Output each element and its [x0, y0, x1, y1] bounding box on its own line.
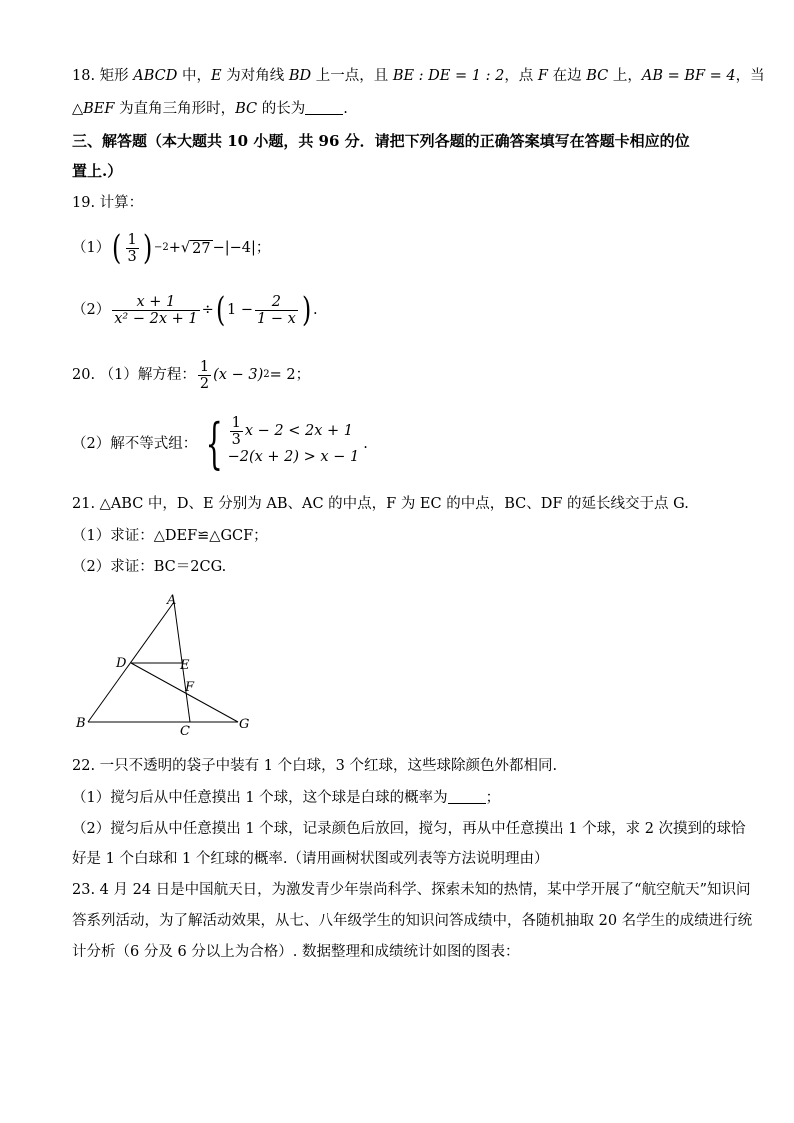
q20-part1: 20. （1）解方程： $\frac{1}{2}$ (x − 3) 2 = 2 ；: [72, 358, 311, 392]
q19-part2: （2） $\frac{x + 1}{\text{x² − 2x + 1}}$ ÷ ( 1 − $\frac{2}{1 - x}$ ) .: [72, 290, 318, 330]
q22-part2-line1: （2）搅匀后从中任意摸出 1 个球，记录颜色后放回，搅匀，再从中任意摸出 1 个球，求 2 次摸到的球恰: [72, 821, 746, 837]
q23-line1: 23. 4 月 24 日是中国航天日，为激发青少年崇尚科学、探索未知的热情，某中学开展了“航空航天”知识问: [72, 882, 751, 898]
q18-answer-blank: [305, 100, 343, 115]
q21-part2: （2）求证：BC＝2CG.: [72, 559, 227, 575]
label-C: C: [180, 724, 190, 738]
q20-p1-fraction: $\frac{1}{2}$: [199, 358, 210, 392]
q19-p2-fraction: $\frac{x + 1}{\text{x² − 2x + 1}}$: [114, 293, 198, 327]
q22-part1: （1）搅匀后从中任意摸出 1 个球，这个球是白球的概率为 ；: [72, 790, 501, 806]
label-F: F: [185, 680, 195, 695]
q19-label: 19. 计算：: [72, 195, 144, 211]
label-B: B: [76, 716, 86, 731]
segment-AB: [88, 602, 174, 722]
q21-triangle-figure: [70, 588, 270, 738]
label-D: D: [116, 656, 127, 671]
q20-part2: （2）解不等式组： { $\frac{1}{3}$ x − 2 < 2x + 1 −2(x + 2) > x − 1 .: [72, 412, 368, 475]
section3-title-line1: 三、解答题（本大题共 10 小题，共 96 分．请把下列各题的正确答案填写在答题卡相应的位: [72, 132, 690, 150]
q22-line1: 22. 一只不透明的袋子中装有 1 个白球，3 个红球，这些球除颜色外都相同.: [72, 758, 558, 774]
q21-part1: （1）求证：△DEF≌△GCF；: [72, 528, 268, 544]
q23-line2: 答系列活动，为了解活动效果，从七、八年级学生的知识问答成绩中，各随机抽取 20 名学生的成绩进行统: [72, 913, 753, 929]
q19-part1: （1） ( $\frac{1}{3}$ ) −2 + √ 27 − |−4| ；: [72, 228, 271, 268]
q22-answer-blank: [448, 789, 486, 804]
q23-line3: 计分析（6 分及 6 分以上为合格）. 数据整理和成绩统计如图的图表：: [72, 944, 520, 960]
q18-line1: 18. 矩形 ABCD 中，E 为对角线 BD 上一点，且 BE : DE = 1 : 2，点 F 在边 BC 上，AB = BF = 4，当: [72, 68, 765, 84]
label-A: A: [167, 593, 177, 608]
inequality-2: −2(x + 2) > x − 1: [227, 449, 360, 465]
q18-line2: △BEF 为直角三角形时，BC 的长为 .: [72, 101, 348, 117]
label-G: G: [239, 717, 250, 732]
q19-p2-inner-fraction: $\frac{2}{1 - x}$: [257, 293, 296, 327]
q21-line1: 21. △ABC 中，D、E 分别为 AB、AC 的中点，F 为 EC 的中点，BC、DF 的延长线交于点 G.: [72, 496, 689, 512]
inequality-system: [227, 414, 360, 470]
q22-part2-line2: 好是 1 个白球和 1 个红球的概率.（请用画树状图或列表等方法说明理由）: [72, 851, 549, 867]
label-E: E: [180, 658, 190, 673]
section3-title-line2: 置上.）: [72, 162, 123, 180]
inequality-1: $\frac{1}{3}$ x − 2 < 2x + 1: [231, 414, 353, 448]
system-brace: {: [205, 412, 224, 475]
q19-p1-fraction: $\frac{1}{3}$: [127, 231, 137, 265]
